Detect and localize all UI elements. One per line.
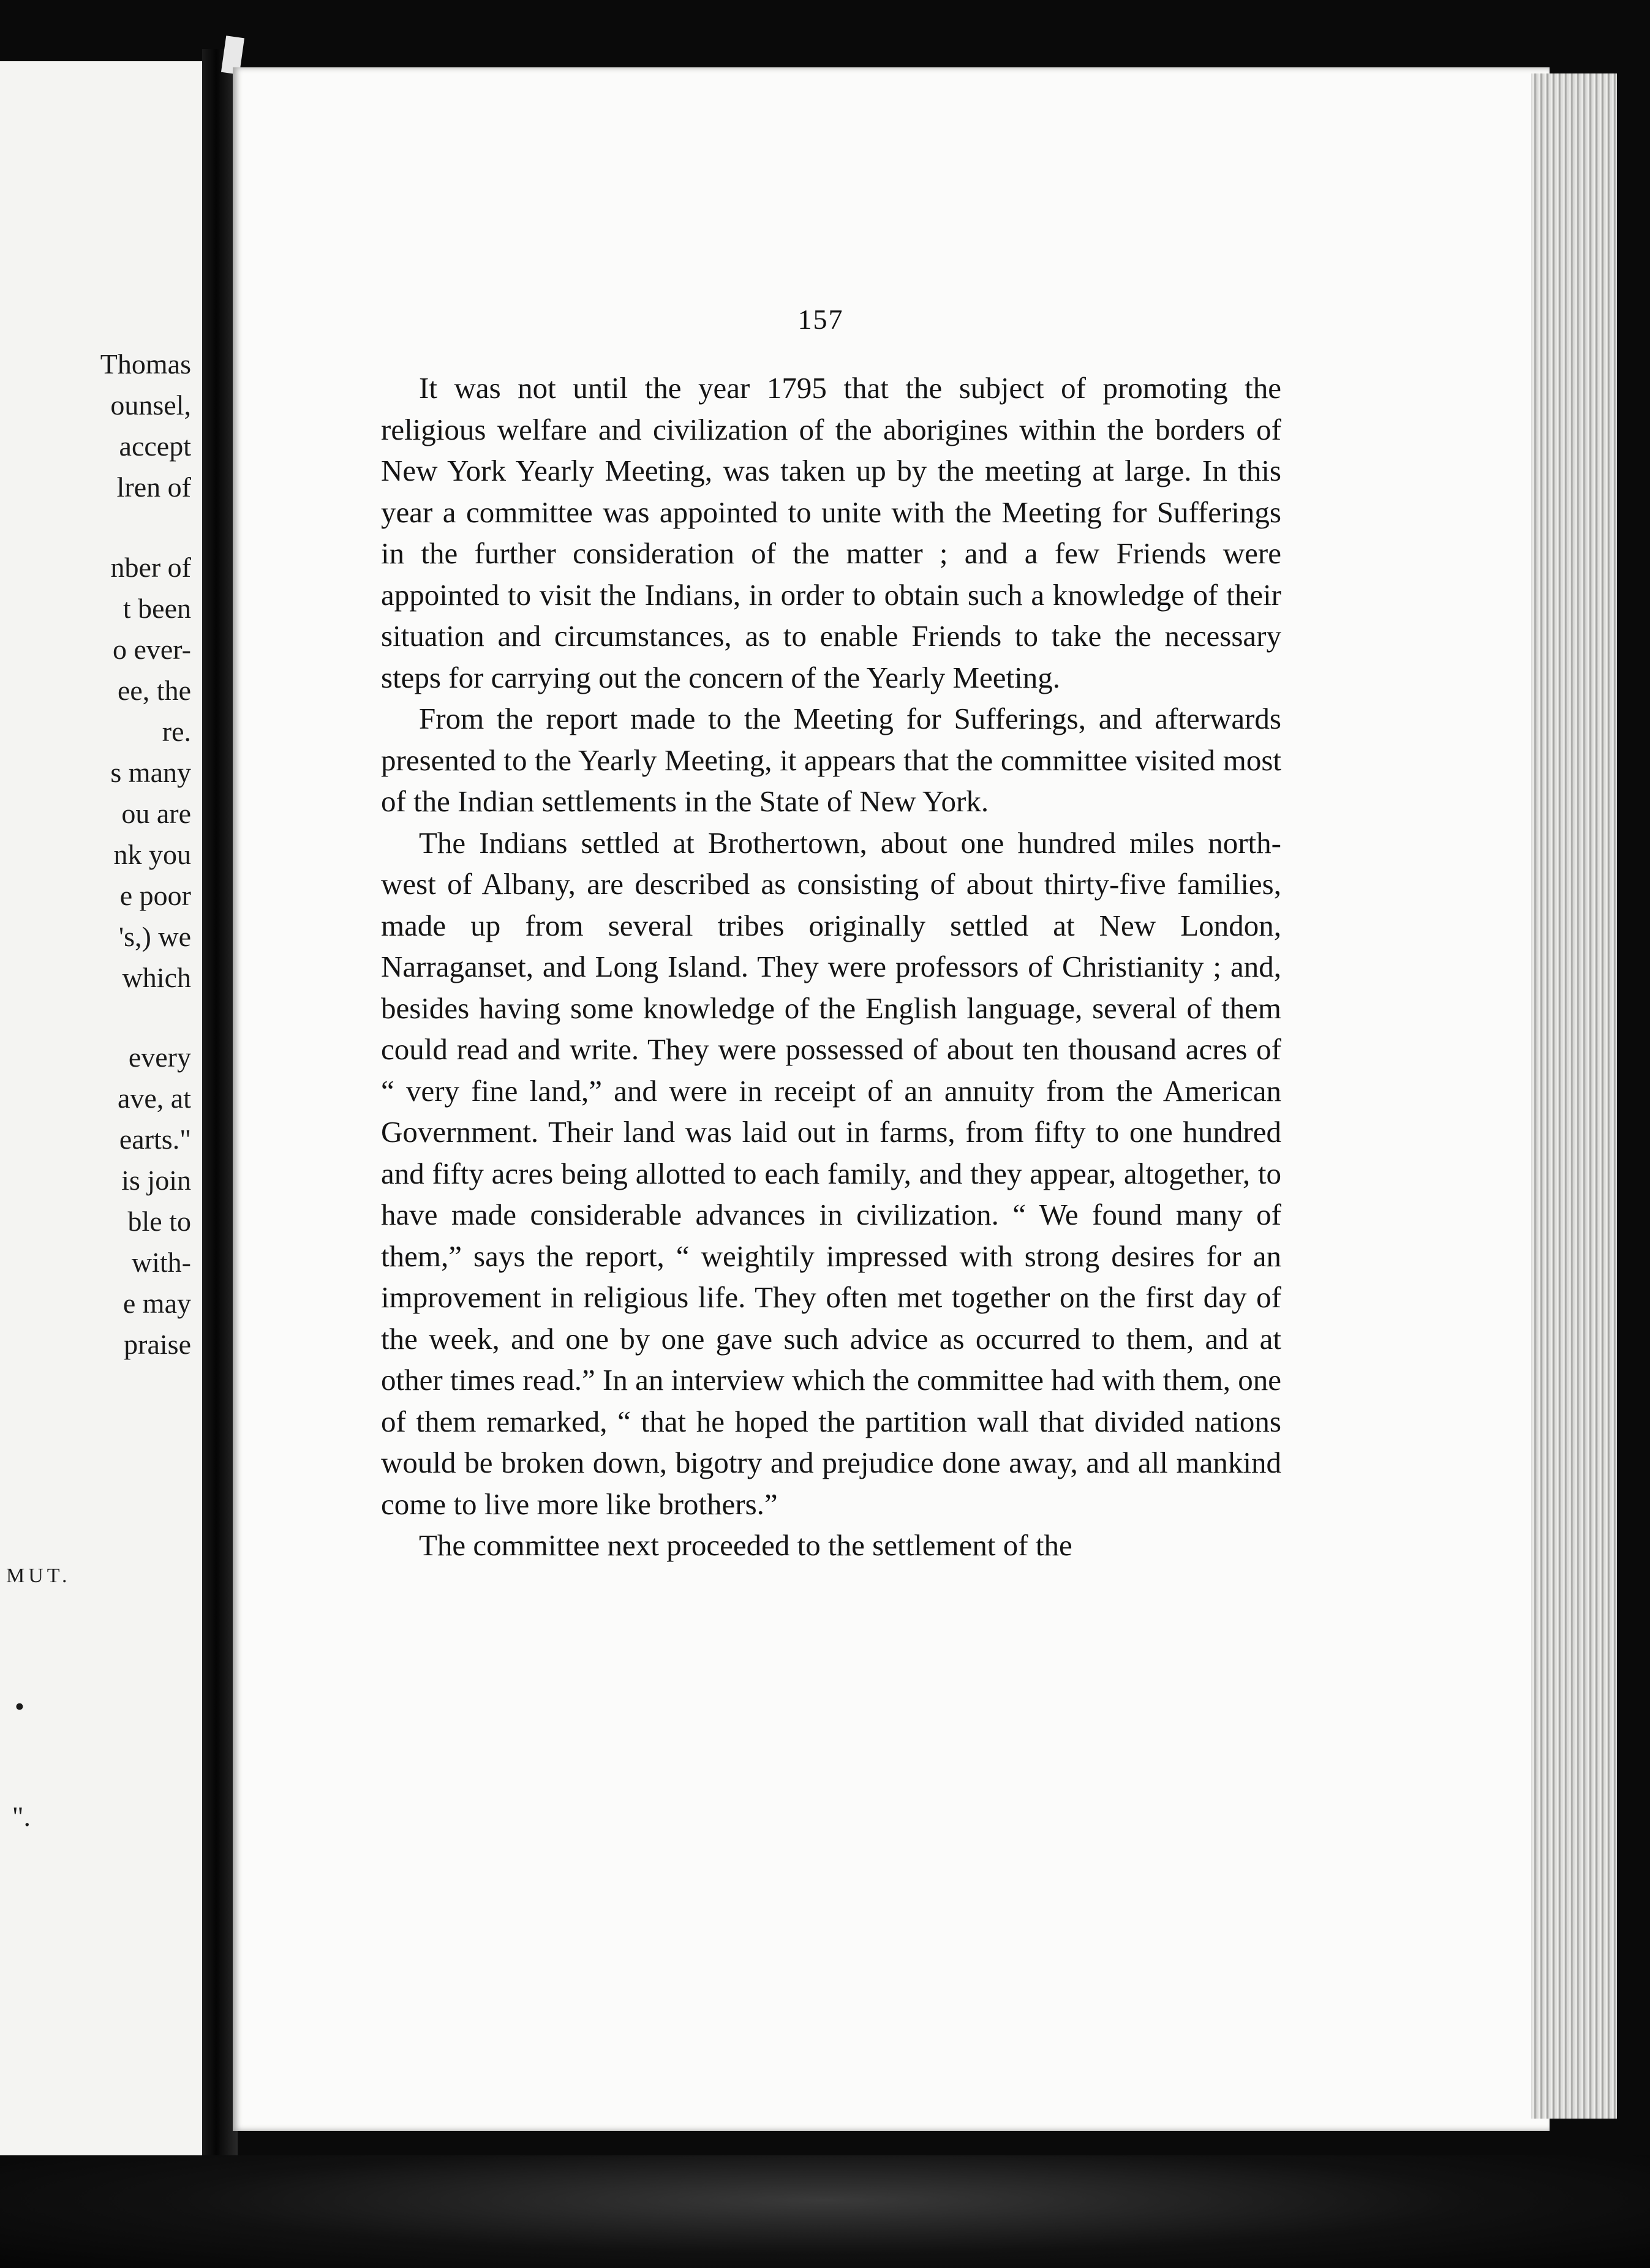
facing-text-fragment: re. (162, 716, 191, 747)
facing-text-fragment: ounsel, (110, 389, 191, 421)
scan-background (0, 2155, 1650, 2268)
facing-mark: • (14, 1691, 24, 1722)
facing-text-fragment: ble to (127, 1206, 191, 1237)
facing-text-fragment: lren of (116, 471, 191, 503)
facing-text-fragment: with- (131, 1247, 191, 1278)
facing-text-fragment: earts." (119, 1124, 191, 1155)
page-edges (1531, 73, 1617, 2119)
facing-text-fragment: Thomas (100, 348, 191, 380)
facing-text-fragment: ave, at (117, 1083, 191, 1114)
facing-text-fragment: e poor (119, 880, 191, 911)
facing-text-fragment: is join (121, 1165, 191, 1196)
paragraph: The Indians settled at Brothertown, about one hundred miles north-west of Albany, are described as consisting of about thirty-five families, made up from several tribes originally settled at New London, Narraganset, and Long Island. They were professors of Christianity ; and, besides having some knowledge of the English language, several of them could read and write. They were possessed of about ten thousand acres of “ very fine land,” and were in receipt of an annuity from the American Government. Their land was laid out in farms, from fifty to one hundred and fifty acres being allotted to each family, and they appear, altogether, to have made considerable advances in civilization. “ We found many of them,” says the report, “ weightily impressed with strong desires for an improvement in religious life. They often met together on the first day of the week, and one by one gave such advice as occurred to them, and at other times read.” In an interview which the committee had with them, one of them remarked, “ that he hoped the partition wall that divided nations would be broken down, bigotry and prejudice done away, and all mankind come to live more like brothers.” (381, 825, 1281, 1521)
facing-text-fragment: praise (124, 1329, 191, 1360)
facing-text-fragment: every (128, 1042, 191, 1073)
facing-text-fragment: t been (122, 593, 191, 624)
facing-text-fragment: ou are (121, 798, 191, 829)
facing-mark: ". (12, 1801, 31, 1832)
facing-text-fragment: s many (110, 757, 191, 788)
facing-signature-fragment: MUT. (6, 1564, 71, 1587)
facing-text-fragment: nber of (110, 552, 191, 583)
page-number: 157 (797, 304, 844, 335)
facing-text-fragment: nk you (113, 839, 191, 870)
facing-page (0, 61, 202, 2155)
facing-text-fragment: o ever- (112, 634, 191, 665)
facing-text-fragment: e may (122, 1288, 191, 1319)
page-body (381, 367, 1281, 1566)
facing-text-fragment: 's,) we (118, 921, 191, 952)
facing-text-fragment: accept (119, 430, 191, 462)
paragraph: It was not until the year 1795 that the subject of promoting the religious welfare and civilization of the aborigines within the borders of New York Yearly Meeting, was taken up by the meeting at large. In this year a committee was appointed to unite with the Meeting for Sufferings in the further consideration of the matter ; and a few Friends were appointed to visit the Indians, in order to obtain such a knowledge of their situation and circumstances, as to enable Friends to take the necessary steps for carrying out the concern of the Yearly Meeting. (381, 371, 1281, 694)
paragraph: The committee next proceeded to the settlement of the (419, 1528, 1072, 1562)
facing-text-fragment: ee, the (117, 675, 191, 706)
paragraph: From the report made to the Meeting for Sufferings, and afterwards presented to the Yearly Meeting, it appears that the committee visited most of the Indian settlements in the State of New York. (381, 702, 1281, 818)
facing-text-fragment: which (122, 962, 191, 993)
